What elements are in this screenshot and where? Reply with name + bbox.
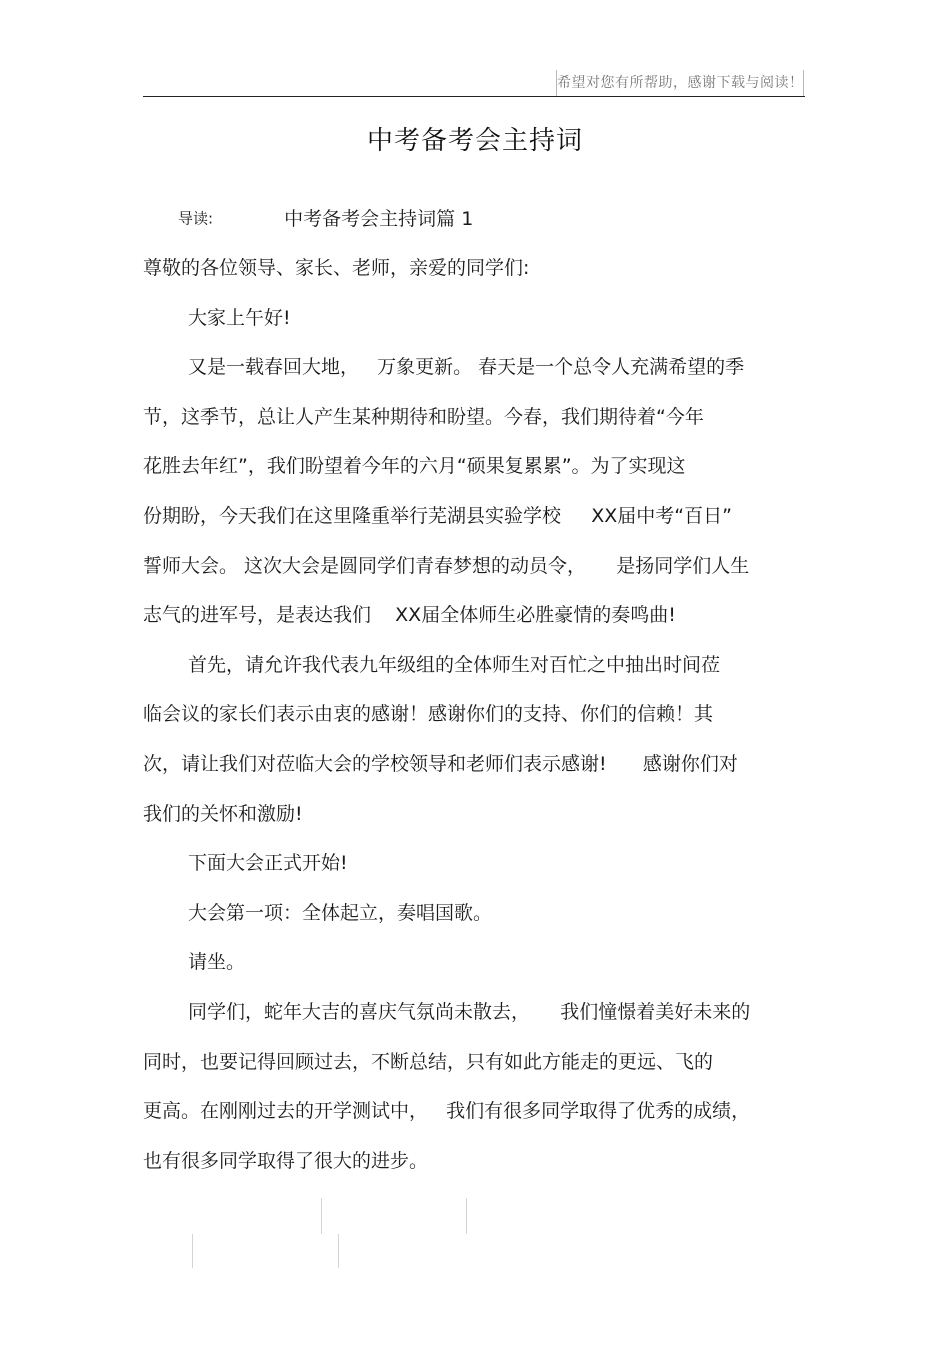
lead-label: 导读:	[178, 209, 214, 228]
text-line: 又是一载春回大地， 万象更新。 春天是一个总令人充满希望的季	[188, 356, 745, 379]
text-line: 更高。在刚刚过去的开学测试中， 我们有很多同学取得了优秀的成绩，	[143, 1100, 751, 1123]
text-line: 尊敬的各位领导、家长、老师，亲爱的同学们:	[143, 257, 530, 279]
document-title: 中考备考会主持词	[366, 126, 583, 156]
text-line: 誓师大会。 这次大会是圆同学们青春梦想的动员令， 是扬同学们人生	[143, 554, 750, 577]
text-line: 同时，也要记得回顾过去，不断总结，只有如此方能走的更远、飞的	[143, 1050, 714, 1073]
text-line: 大会第一项：全体起立，奏唱国歌。	[188, 901, 493, 924]
text-line: 大家上午好!	[188, 306, 291, 329]
lead-subtitle: 中考备考会主持词篇 1	[284, 207, 474, 230]
scan-artifact-line	[466, 1198, 467, 1234]
scan-artifact-line	[338, 1234, 339, 1268]
text-line: 花胜去年红”，我们盼望着今年的六月“硕果复累累”。为了实现这	[143, 455, 686, 478]
text-line: 首先，请允许我代表九年级组的全体师生对百忙之中抽出时间莅	[188, 653, 721, 676]
header-rule	[143, 96, 805, 97]
lead-line	[178, 200, 473, 236]
text-line: 同学们，蛇年大吉的喜庆气氛尚未散去， 我们憧憬着美好未来的	[188, 1000, 751, 1023]
scan-artifact-line	[192, 1234, 193, 1268]
text-line: 下面大会正式开始!	[188, 852, 348, 875]
text-line: 志气的进军号，是表达我们 XX届全体师生必胜豪情的奏鸣曲!	[143, 604, 676, 627]
text-line: 份期盼，今天我们在这里隆重举行芜湖县实验学校 XX届中考“百日”	[143, 504, 732, 527]
body-text	[143, 244, 808, 1186]
scan-artifact-line	[321, 1198, 322, 1234]
text-line: 我们的关怀和激励!	[143, 802, 303, 825]
text-line: 也有很多同学取得了很大的进步。	[143, 1149, 429, 1172]
text-line: 临会议的家长们表示由衷的感谢！感谢你们的支持、你们的信赖！其	[143, 703, 714, 726]
text-line: 次，请让我们对莅临大会的学校领导和老师们表示感谢! 感谢你们对	[143, 752, 738, 775]
header-note: 希望对您有所帮助，感谢下载与阅读！	[556, 70, 804, 96]
text-line: 请坐。	[188, 951, 246, 974]
text-line: 节，这季节，总让人产生某种期待和盼望。今春，我们期待着“今年	[143, 405, 704, 428]
